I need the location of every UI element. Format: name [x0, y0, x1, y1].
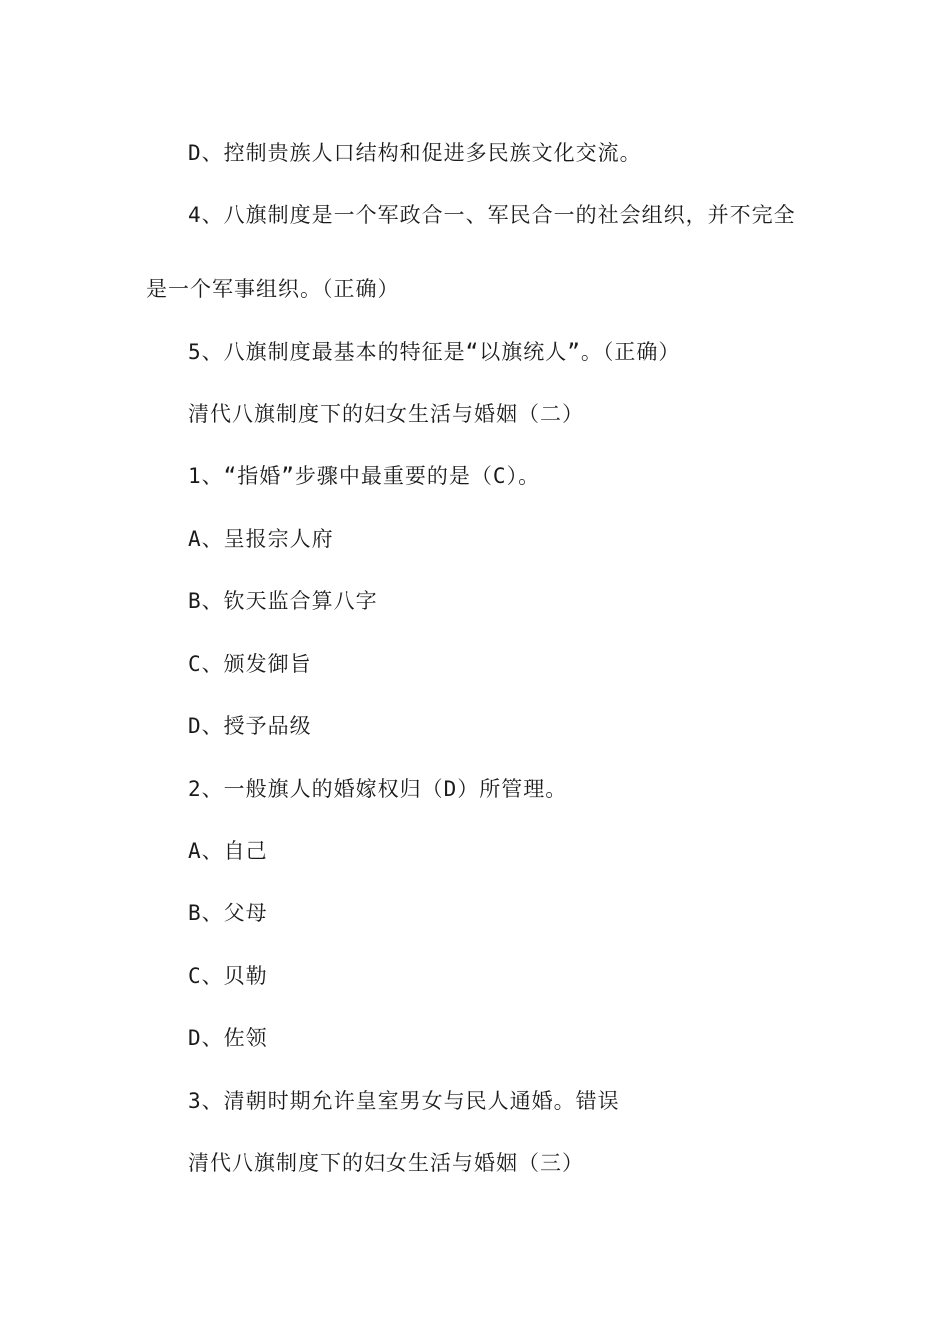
option-c-q2: C、贝勒: [188, 964, 268, 988]
option-c-q1: C、颁发御旨: [188, 652, 312, 676]
option-d-q3: D、控制贵族人口结构和促进多民族文化交流。: [188, 141, 642, 165]
section-heading-3: 清代八旗制度下的妇女生活与婚姻（三）: [188, 1151, 584, 1175]
option-b-q1: B、钦天监合算八字: [188, 589, 378, 613]
question-2: 2、一般旗人的婚嫁权归（D）所管理。: [188, 777, 568, 801]
question-4-line-1: 4、八旗制度是一个军政合一、军民合一的社会组织，并不完全: [188, 203, 796, 227]
section-heading-2: 清代八旗制度下的妇女生活与婚姻（二）: [188, 402, 584, 426]
question-1: 1、“指婚”步骤中最重要的是（C）。: [188, 464, 541, 488]
question-3: 3、清朝时期允许皇室男女与民人通婚。错误: [188, 1089, 620, 1113]
option-d-q1: D、授予品级: [188, 714, 312, 738]
option-a-q1: A、呈报宗人府: [188, 527, 334, 551]
option-d-q2: D、佐领: [188, 1026, 268, 1050]
question-4-line-2: 是一个军事组织。（正确）: [146, 277, 400, 301]
question-5: 5、八旗制度最基本的特征是“以旗统人”。（正确）: [188, 340, 681, 364]
option-a-q2: A、自己: [188, 839, 268, 863]
option-b-q2: B、父母: [188, 901, 268, 925]
